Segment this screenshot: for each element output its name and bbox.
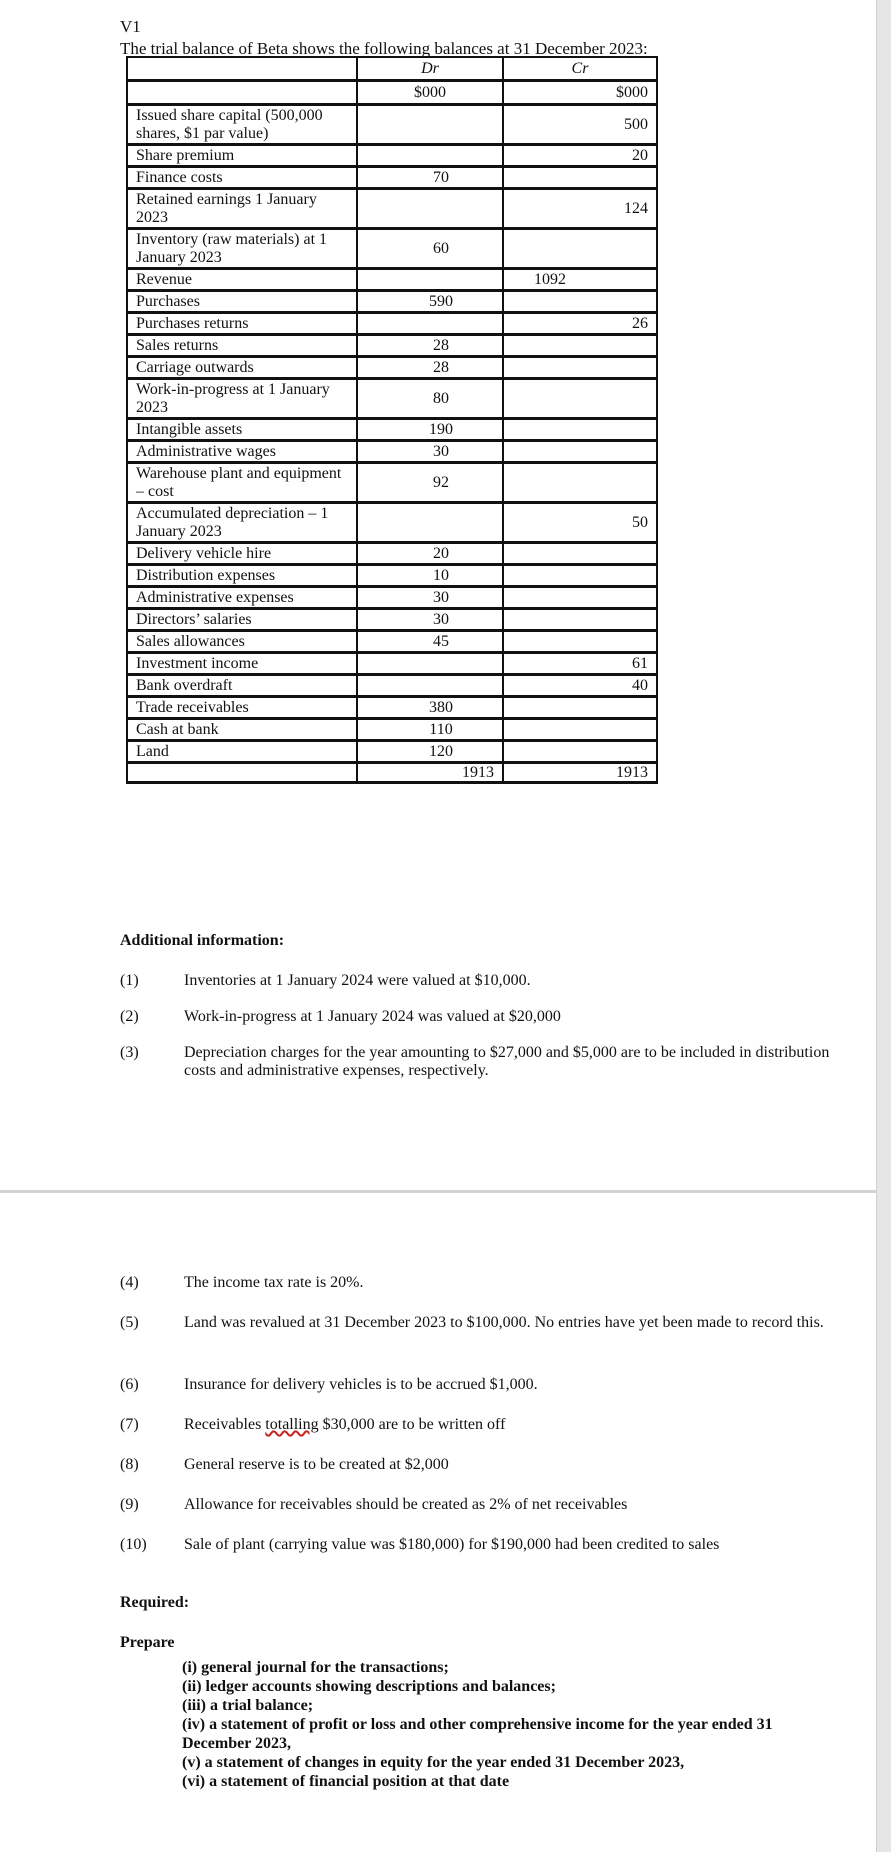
item-text: The income tax rate is 20%. [184,1274,364,1291]
item-text: Insurance for delivery vehicles is to be accrued $1,000. [184,1376,538,1393]
row-label: Land [127,741,357,763]
table-row [127,167,657,189]
row-cr: 1092 [503,269,657,291]
row-dr: 92 [357,463,503,503]
row-label: Cash at bank [127,719,357,741]
row-dr: 120 [357,741,503,763]
table-row [127,419,657,441]
row-dr: 190 [357,419,503,441]
row-cr [503,741,657,763]
row-dr [357,269,503,291]
row-label: Investment income [127,653,357,675]
additional-items-top [120,972,840,1079]
table-row [127,565,657,587]
table-header-row [127,57,657,81]
version-label: V1 [120,17,141,36]
row-dr [357,503,503,543]
row-cr [503,229,657,269]
row-label: Administrative wages [127,441,357,463]
row-label: Distribution expenses [127,565,357,587]
row-label: Inventory (raw materials) at 1 January 2023 [127,229,357,269]
row-dr [357,145,503,167]
table-row [127,441,657,463]
page-break-divider [0,1190,876,1193]
item-number: (7) [120,1416,139,1433]
row-cr [503,167,657,189]
table-row [127,697,657,719]
spellcheck-flagged-word[interactable]: totalling [265,1416,319,1433]
item-text-part: $30,000 are to be written off [318,1416,506,1433]
row-dr: 45 [357,631,503,653]
row-label: Sales allowances [127,631,357,653]
table-row [127,719,657,741]
required-heading: Required: [120,1594,190,1611]
required-item: (vi) a statement of financial position at that date [182,1773,510,1790]
row-dr: 20 [357,543,503,565]
unit-dr: $000 [357,81,503,105]
row-cr [503,697,657,719]
item-number: (9) [120,1496,139,1513]
row-cr [503,609,657,631]
row-dr [357,105,503,145]
row-label: Issued share capital (500,000 shares, $1 par value) [127,105,357,145]
table-row [127,189,657,229]
table-row [127,229,657,269]
table-row [127,609,657,631]
row-cr: 26 [503,313,657,335]
table-row [127,105,657,145]
row-label: Carriage outwards [127,357,357,379]
row-cr [503,719,657,741]
item-text: General reserve is to be created at $2,000 [184,1456,449,1473]
row-cr [503,291,657,313]
row-dr [357,189,503,229]
table-row [127,291,657,313]
row-dr: 110 [357,719,503,741]
row-cr: 61 [503,653,657,675]
trial-balance-table [126,56,658,784]
item-text: Sale of plant (carrying value was $180,000) for $190,000 had been credited to sales [184,1536,720,1553]
row-label: Trade receivables [127,697,357,719]
total-blank [127,763,357,783]
unit-cr: $000 [503,81,657,105]
item-text: Depreciation charges for the year amounting to $27,000 and $5,000 are to be included in distribution costs and administrative expenses, respectively. [184,1044,830,1079]
row-cr [503,587,657,609]
row-dr: 30 [357,587,503,609]
table-row [127,543,657,565]
row-dr: 28 [357,357,503,379]
additional-heading: Additional information: [120,932,285,949]
row-cr: 40 [503,675,657,697]
row-cr: 500 [503,105,657,145]
table-unit-row [127,81,657,105]
item-number: (5) [120,1314,139,1331]
row-cr [503,357,657,379]
row-cr [503,543,657,565]
table-row [127,269,657,291]
row-cr [503,565,657,587]
item-number: (4) [120,1274,139,1291]
row-label: Work-in-progress at 1 January 2023 [127,379,357,419]
table-total-row [127,763,657,783]
row-dr: 80 [357,379,503,419]
row-label: Delivery vehicle hire [127,543,357,565]
row-dr [357,313,503,335]
row-dr: 590 [357,291,503,313]
row-label: Intangible assets [127,419,357,441]
item-number: (3) [120,1044,139,1061]
intro-text: The trial balance of Beta shows the following balances at 31 December 2023: [120,39,648,58]
item-number: (1) [120,972,139,989]
row-label: Purchases returns [127,313,357,335]
row-label: Share premium [127,145,357,167]
additional-information-section [120,932,840,950]
table-row [127,741,657,763]
prepare-section [120,1634,840,1652]
additional-items-bottom [120,1274,840,1553]
required-item: (iii) a trial balance; [182,1697,314,1714]
row-label: Purchases [127,291,357,313]
scroll-gutter[interactable] [876,0,891,1852]
item-number: (6) [120,1376,139,1393]
row-dr: 10 [357,565,503,587]
row-dr: 60 [357,229,503,269]
required-item: (iv) a statement of profit or loss and other comprehensive income for the year ended 31 December 2023, [182,1716,773,1752]
header-block [120,16,648,60]
table-row [127,357,657,379]
table-row [127,313,657,335]
row-label: Directors’ salaries [127,609,357,631]
header-cr: Cr [503,57,657,81]
table-row [127,379,657,419]
row-dr [357,675,503,697]
item-text: Allowance for receivables should be created as 2% of net receivables [184,1496,628,1513]
item-text-part: Receivables [184,1416,266,1433]
row-label: Warehouse plant and equipment – cost [127,463,357,503]
row-label: Accumulated depreciation – 1 January 2023 [127,503,357,543]
row-cr [503,335,657,357]
item-number: (10) [120,1536,147,1553]
row-dr [357,653,503,675]
row-label: Bank overdraft [127,675,357,697]
row-label: Finance costs [127,167,357,189]
row-cr [503,463,657,503]
table-row [127,503,657,543]
row-dr: 30 [357,609,503,631]
table-row [127,675,657,697]
row-dr: 28 [357,335,503,357]
required-list [182,1658,842,1791]
header-dr: Dr [357,57,503,81]
required-item: (ii) ledger accounts showing descriptions and balances; [182,1678,556,1695]
header-blank [127,57,357,81]
item-text: Land was revalued at 31 December 2023 to $100,000. No entries have yet been made to record this. [184,1314,824,1331]
table-row [127,335,657,357]
table-row [127,631,657,653]
item-text: Inventories at 1 January 2024 were valued at $10,000. [184,972,531,989]
row-label: Retained earnings 1 January 2023 [127,189,357,229]
table-row [127,145,657,167]
row-cr: 20 [503,145,657,167]
row-cr: 50 [503,503,657,543]
total-dr: 1913 [357,763,503,783]
item-number: (8) [120,1456,139,1473]
unit-blank [127,81,357,105]
item-text [184,1416,844,1434]
required-item: (v) a statement of changes in equity for the year ended 31 December 2023, [182,1754,685,1771]
row-cr [503,441,657,463]
item-number: (2) [120,1008,139,1025]
row-cr [503,419,657,441]
row-label: Sales returns [127,335,357,357]
table-row [127,587,657,609]
row-label: Revenue [127,269,357,291]
row-dr: 70 [357,167,503,189]
table-row [127,653,657,675]
total-cr: 1913 [503,763,657,783]
row-cr: 124 [503,189,657,229]
row-dr: 380 [357,697,503,719]
row-label: Administrative expenses [127,587,357,609]
prepare-heading: Prepare [120,1634,175,1651]
required-item: (i) general journal for the transactions; [182,1659,449,1676]
row-dr: 30 [357,441,503,463]
required-section [120,1594,840,1612]
table-row [127,463,657,503]
row-cr [503,631,657,653]
item-text: Work-in-progress at 1 January 2024 was valued at $20,000 [184,1008,561,1025]
row-cr [503,379,657,419]
